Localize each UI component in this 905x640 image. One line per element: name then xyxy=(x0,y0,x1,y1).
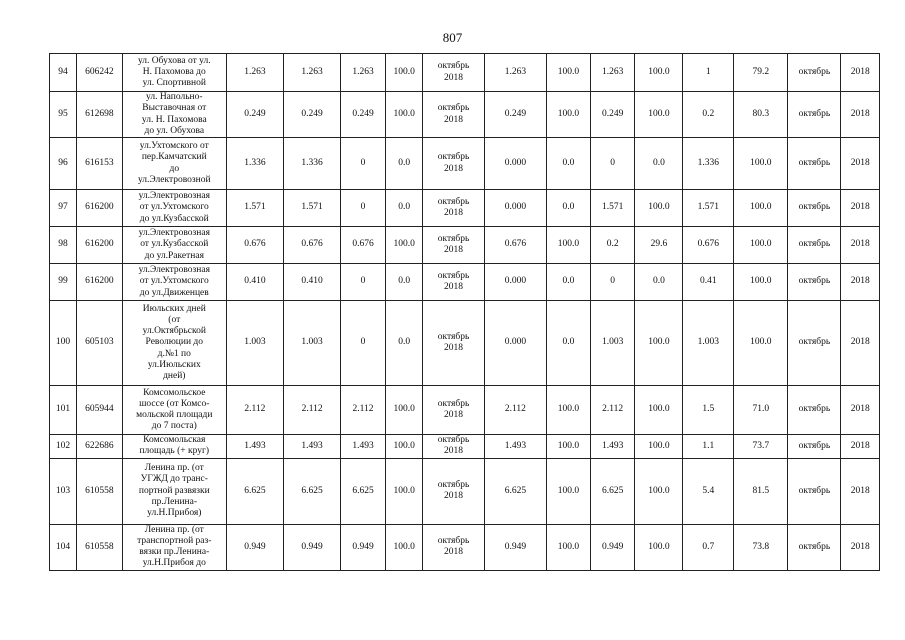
percent-2-cell: 100.0 xyxy=(547,524,591,570)
percent-4-cell: 80.3 xyxy=(734,92,788,138)
date-line: 2018 xyxy=(444,491,464,502)
street-line: пер.Камчатский xyxy=(141,152,207,163)
month-cell: октябрь xyxy=(788,190,841,227)
street-line: ул. Н. Пахомова xyxy=(141,114,207,125)
date-line: 2018 xyxy=(444,163,464,174)
percent-2-cell: 100.0 xyxy=(547,435,591,459)
road-data-table xyxy=(49,53,880,571)
street-line: ул.Н.Прибоя до xyxy=(142,558,206,569)
date-cell xyxy=(423,264,484,301)
street-line: Н. Пахомова до xyxy=(142,66,206,77)
value-6-cell: 1 xyxy=(683,54,734,92)
value-4-cell: 0.676 xyxy=(484,227,546,264)
date-cell xyxy=(423,301,484,386)
date-line: октябрь xyxy=(437,196,470,207)
street-line: ул.Электровозная xyxy=(138,228,210,239)
year-cell: 2018 xyxy=(841,54,880,92)
month-cell: октябрь xyxy=(788,54,841,92)
street-line: ул. Напольно- xyxy=(146,92,203,103)
object-code-cell: 616153 xyxy=(77,138,123,190)
date-line: октябрь xyxy=(437,233,470,244)
date-cell xyxy=(423,92,484,138)
year-cell: 2018 xyxy=(841,227,880,264)
street-name-cell xyxy=(122,301,226,386)
month-cell: октябрь xyxy=(788,227,841,264)
percent-4-cell: 73.7 xyxy=(734,435,788,459)
value-1-cell: 0.249 xyxy=(226,92,283,138)
street-line: до xyxy=(169,163,180,174)
row-number-cell: 102 xyxy=(50,435,77,459)
year-cell: 2018 xyxy=(841,92,880,138)
value-5-cell: 1.493 xyxy=(590,435,635,459)
street-line: до ул.Ракетная xyxy=(144,250,204,261)
value-4-cell: 0.000 xyxy=(484,190,546,227)
row-number-cell: 94 xyxy=(50,54,77,92)
value-3-cell: 1.263 xyxy=(341,54,386,92)
percent-1-cell: 0.0 xyxy=(385,301,422,386)
year-cell: 2018 xyxy=(841,458,880,524)
percent-4-cell: 100.0 xyxy=(734,301,788,386)
date-cell xyxy=(423,458,484,524)
percent-4-cell: 71.0 xyxy=(734,386,788,435)
value-5-cell: 6.625 xyxy=(590,458,635,524)
month-cell: октябрь xyxy=(788,435,841,459)
street-line: до ул. Обухова xyxy=(144,125,205,136)
value-6-cell: 1.5 xyxy=(683,386,734,435)
value-2-cell: 6.625 xyxy=(283,458,340,524)
year-cell: 2018 xyxy=(841,386,880,435)
year-cell: 2018 xyxy=(841,264,880,301)
percent-1-cell: 100.0 xyxy=(385,227,422,264)
value-1-cell: 6.625 xyxy=(226,458,283,524)
street-name-cell xyxy=(122,227,226,264)
value-2-cell: 0.410 xyxy=(283,264,340,301)
table-row xyxy=(50,54,880,92)
object-code-cell: 610558 xyxy=(77,524,123,570)
street-line: д.№1 по xyxy=(157,348,191,359)
street-line: Комсомольская xyxy=(143,435,206,446)
value-5-cell: 1.003 xyxy=(590,301,635,386)
street-line: ул. Обухова от ул. xyxy=(137,55,211,66)
percent-3-cell: 0.0 xyxy=(635,138,683,190)
date-line: 2018 xyxy=(444,547,464,558)
row-number-cell: 97 xyxy=(50,190,77,227)
percent-1-cell: 0.0 xyxy=(385,138,422,190)
street-line: Ленина пр. (от xyxy=(144,524,204,535)
month-cell: октябрь xyxy=(788,92,841,138)
street-name-cell xyxy=(122,524,226,570)
percent-4-cell: 79.2 xyxy=(734,54,788,92)
value-3-cell: 2.112 xyxy=(341,386,386,435)
date-line: 2018 xyxy=(444,410,464,420)
row-number-cell: 98 xyxy=(50,227,77,264)
object-code-cell: 605103 xyxy=(77,301,123,386)
value-6-cell: 0.41 xyxy=(683,264,734,301)
value-1-cell: 2.112 xyxy=(226,386,283,435)
value-1-cell: 1.336 xyxy=(226,138,283,190)
value-2-cell: 0.949 xyxy=(283,524,340,570)
table-row xyxy=(50,524,880,570)
value-6-cell: 0.2 xyxy=(683,92,734,138)
date-cell xyxy=(423,227,484,264)
percent-3-cell: 100.0 xyxy=(635,54,683,92)
street-line: ул.Электровозная xyxy=(138,191,210,202)
value-4-cell: 1.263 xyxy=(484,54,546,92)
date-line: октябрь xyxy=(437,270,470,281)
percent-2-cell: 100.0 xyxy=(547,227,591,264)
year-cell: 2018 xyxy=(841,301,880,386)
value-1-cell: 0.410 xyxy=(226,264,283,301)
value-5-cell: 0 xyxy=(590,138,635,190)
value-5-cell: 2.112 xyxy=(590,386,635,435)
percent-3-cell: 100.0 xyxy=(635,435,683,459)
table-row xyxy=(50,227,880,264)
value-5-cell: 0.249 xyxy=(590,92,635,138)
percent-2-cell: 0.0 xyxy=(547,301,591,386)
month-cell: октябрь xyxy=(788,264,841,301)
value-2-cell: 1.263 xyxy=(283,54,340,92)
table-row xyxy=(50,264,880,301)
street-name-cell xyxy=(122,138,226,190)
value-6-cell: 1.571 xyxy=(683,190,734,227)
percent-1-cell: 100.0 xyxy=(385,54,422,92)
street-line: до ул.Движенцев xyxy=(139,287,209,298)
date-line: 2018 xyxy=(444,245,464,255)
value-4-cell: 0.249 xyxy=(484,92,546,138)
date-line: октябрь xyxy=(437,331,470,342)
table-row xyxy=(50,386,880,435)
street-line: от ул.Кузбасской xyxy=(140,239,209,250)
value-3-cell: 6.625 xyxy=(341,458,386,524)
percent-4-cell: 100.0 xyxy=(734,227,788,264)
percent-4-cell: 73.8 xyxy=(734,524,788,570)
value-1-cell: 1.263 xyxy=(226,54,283,92)
street-line: Комсомольское xyxy=(143,387,206,398)
percent-3-cell: 100.0 xyxy=(635,386,683,435)
value-4-cell: 0.000 xyxy=(484,301,546,386)
value-3-cell: 0 xyxy=(341,138,386,190)
month-cell: октябрь xyxy=(788,301,841,386)
object-code-cell: 605944 xyxy=(77,386,123,435)
street-line: от ул.Ухтомского xyxy=(139,276,209,287)
percent-1-cell: 0.0 xyxy=(385,190,422,227)
year-cell: 2018 xyxy=(841,190,880,227)
value-2-cell: 2.112 xyxy=(283,386,340,435)
row-number-cell: 95 xyxy=(50,92,77,138)
value-1-cell: 1.493 xyxy=(226,435,283,459)
month-cell: октябрь xyxy=(788,138,841,190)
value-3-cell: 0 xyxy=(341,190,386,227)
table-row xyxy=(50,190,880,227)
percent-2-cell: 0.0 xyxy=(547,264,591,301)
value-3-cell: 0 xyxy=(341,301,386,386)
value-1-cell: 0.949 xyxy=(226,524,283,570)
percent-2-cell: 0.0 xyxy=(547,190,591,227)
street-name-cell xyxy=(122,190,226,227)
value-5-cell: 0 xyxy=(590,264,635,301)
street-line: ул.Июльских xyxy=(147,359,201,370)
date-line: октябрь xyxy=(437,535,470,546)
street-name-cell xyxy=(122,264,226,301)
street-line: до 7 поста) xyxy=(151,421,197,432)
month-cell: октябрь xyxy=(788,386,841,435)
street-line: ул.Электровозной xyxy=(137,174,211,185)
value-3-cell: 0 xyxy=(341,264,386,301)
value-1-cell: 1.003 xyxy=(226,301,283,386)
street-line: до ул.Кузбасской xyxy=(139,213,209,224)
percent-1-cell: 100.0 xyxy=(385,435,422,459)
street-line: пр.Ленина- xyxy=(151,496,197,507)
street-line: дней) xyxy=(163,371,186,381)
value-5-cell: 0.2 xyxy=(590,227,635,264)
value-2-cell: 0.676 xyxy=(283,227,340,264)
percent-3-cell: 100.0 xyxy=(635,524,683,570)
value-4-cell: 0.949 xyxy=(484,524,546,570)
street-line: вязки пр.Ленина- xyxy=(139,547,210,558)
date-line: октябрь xyxy=(437,435,470,445)
value-1-cell: 0.676 xyxy=(226,227,283,264)
percent-2-cell: 100.0 xyxy=(547,92,591,138)
value-2-cell: 1.571 xyxy=(283,190,340,227)
row-number-cell: 101 xyxy=(50,386,77,435)
percent-3-cell: 0.0 xyxy=(635,264,683,301)
street-name-cell xyxy=(122,435,226,459)
percent-3-cell: 100.0 xyxy=(635,190,683,227)
row-number-cell: 100 xyxy=(50,301,77,386)
street-name-cell xyxy=(122,386,226,435)
percent-2-cell: 100.0 xyxy=(547,458,591,524)
value-6-cell: 5.4 xyxy=(683,458,734,524)
percent-4-cell: 100.0 xyxy=(734,138,788,190)
value-3-cell: 1.493 xyxy=(341,435,386,459)
percent-3-cell: 100.0 xyxy=(635,301,683,386)
row-number-cell: 96 xyxy=(50,138,77,190)
percent-1-cell: 100.0 xyxy=(385,458,422,524)
object-code-cell: 616200 xyxy=(77,264,123,301)
value-4-cell: 1.493 xyxy=(484,435,546,459)
street-line: Июльских дней xyxy=(142,303,206,314)
object-code-cell: 612698 xyxy=(77,92,123,138)
street-line: от ул.Ухтомского xyxy=(139,202,209,213)
value-2-cell: 1.003 xyxy=(283,301,340,386)
street-line: ул.Ухтомского от xyxy=(139,141,209,152)
value-4-cell: 0.000 xyxy=(484,264,546,301)
date-line: 2018 xyxy=(444,72,464,83)
value-3-cell: 0.249 xyxy=(341,92,386,138)
date-line: октябрь xyxy=(437,398,470,409)
value-6-cell: 0.676 xyxy=(683,227,734,264)
percent-4-cell: 81.5 xyxy=(734,458,788,524)
date-line: 2018 xyxy=(444,343,464,353)
street-line: ул.Электровозная xyxy=(138,265,210,276)
date-cell xyxy=(423,54,484,92)
street-line: Выставочная от xyxy=(142,103,207,114)
percent-1-cell: 100.0 xyxy=(385,386,422,435)
value-4-cell: 2.112 xyxy=(484,386,546,435)
street-name-cell xyxy=(122,54,226,92)
value-2-cell: 1.336 xyxy=(283,138,340,190)
value-2-cell: 0.249 xyxy=(283,92,340,138)
object-code-cell: 616200 xyxy=(77,227,123,264)
value-5-cell: 1.263 xyxy=(590,54,635,92)
date-cell xyxy=(423,386,484,435)
row-number-cell: 99 xyxy=(50,264,77,301)
date-line: октябрь xyxy=(437,479,470,490)
street-line: (от xyxy=(168,314,181,325)
object-code-cell: 616200 xyxy=(77,190,123,227)
street-line: портной развязки xyxy=(138,485,210,496)
date-cell xyxy=(423,524,484,570)
date-cell xyxy=(423,435,484,459)
table-row xyxy=(50,92,880,138)
year-cell: 2018 xyxy=(841,524,880,570)
value-4-cell: 6.625 xyxy=(484,458,546,524)
value-3-cell: 0.676 xyxy=(341,227,386,264)
value-2-cell: 1.493 xyxy=(283,435,340,459)
street-name-cell xyxy=(122,92,226,138)
object-code-cell: 622686 xyxy=(77,435,123,459)
value-6-cell: 1.336 xyxy=(683,138,734,190)
table-row xyxy=(50,301,880,386)
table-row xyxy=(50,458,880,524)
street-line: транспортной раз- xyxy=(137,536,212,547)
date-line: октябрь xyxy=(437,103,470,114)
value-5-cell: 0.949 xyxy=(590,524,635,570)
percent-3-cell: 29.6 xyxy=(635,227,683,264)
year-cell: 2018 xyxy=(841,138,880,190)
street-line: Ленина пр. (от xyxy=(144,463,204,474)
percent-2-cell: 100.0 xyxy=(547,386,591,435)
row-number-cell: 104 xyxy=(50,524,77,570)
street-line: ул.Н.Прибоя) xyxy=(147,508,202,519)
street-line: ул. Спортивной xyxy=(142,78,206,89)
date-line: октябрь xyxy=(437,61,470,72)
percent-4-cell: 100.0 xyxy=(734,264,788,301)
month-cell: октябрь xyxy=(788,524,841,570)
street-line: шоссе (от Комсо- xyxy=(139,398,210,409)
date-line: 2018 xyxy=(444,282,464,292)
month-cell: октябрь xyxy=(788,458,841,524)
percent-1-cell: 100.0 xyxy=(385,524,422,570)
value-3-cell: 0.949 xyxy=(341,524,386,570)
value-4-cell: 0.000 xyxy=(484,138,546,190)
object-code-cell: 610558 xyxy=(77,458,123,524)
street-line: мольской площади xyxy=(136,410,213,420)
value-1-cell: 1.571 xyxy=(226,190,283,227)
street-line: УГЖД до транс- xyxy=(140,474,208,485)
date-line: 2018 xyxy=(444,114,464,125)
page-number: 807 xyxy=(442,30,463,45)
percent-1-cell: 100.0 xyxy=(385,92,422,138)
date-cell xyxy=(423,190,484,227)
table-body xyxy=(50,54,880,571)
value-6-cell: 0.7 xyxy=(683,524,734,570)
percent-2-cell: 0.0 xyxy=(547,138,591,190)
street-line: площадь (+ круг) xyxy=(139,446,210,457)
date-line: октябрь xyxy=(437,152,470,163)
value-5-cell: 1.571 xyxy=(590,190,635,227)
date-cell xyxy=(423,138,484,190)
percent-1-cell: 0.0 xyxy=(385,264,422,301)
date-line: 2018 xyxy=(444,446,464,457)
street-line: ул.Октябрьской xyxy=(142,326,206,337)
street-line: Революции до xyxy=(145,337,204,348)
value-6-cell: 1.003 xyxy=(683,301,734,386)
percent-3-cell: 100.0 xyxy=(635,458,683,524)
object-code-cell: 606242 xyxy=(77,54,123,92)
row-number-cell: 103 xyxy=(50,458,77,524)
table-row xyxy=(50,435,880,459)
percent-3-cell: 100.0 xyxy=(635,92,683,138)
percent-2-cell: 100.0 xyxy=(547,54,591,92)
date-line: 2018 xyxy=(444,208,464,218)
table-row xyxy=(50,138,880,190)
percent-4-cell: 100.0 xyxy=(734,190,788,227)
street-name-cell xyxy=(122,458,226,524)
year-cell: 2018 xyxy=(841,435,880,459)
value-6-cell: 1.1 xyxy=(683,435,734,459)
